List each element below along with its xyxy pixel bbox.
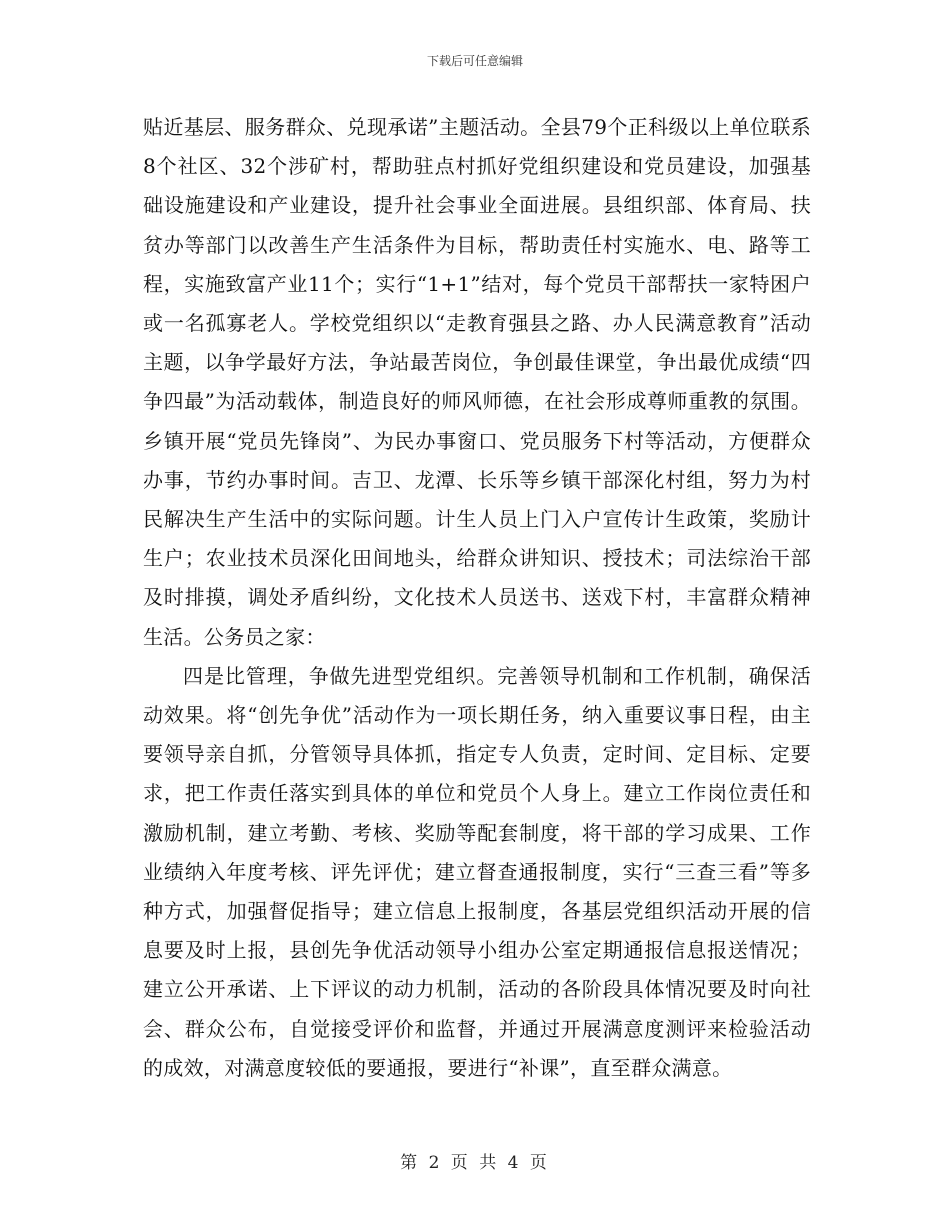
page-header-note: 下载后可任意编辑 xyxy=(426,54,523,68)
body-paragraph: 四是比管理，争做先进型党组织。完善领导机制和工作机制，确保活动效果。将“创先争优”活动作为一项长期任务，纳入重要议事日程，由主要领导亲自抓，分管领导具体抓，指定专人负责，定时间、定目标、定要求，把工作责任落实到具体的单位和党员个人身上。建立工作岗位责任和激励机制，建立考勤、考核、奖励等配套制度，将干部的学习成果、工作业绩纳入年度考核、评先评优；建立督查通报制度，实行“三查三看”等多种方式，加强督促指导；建立信息上报制度，各基层党组织活动开展的信息要及时上报，县创先争优活动领导小组办公室定期通报信息报送情况；建立公开承诺、上下评议的动力机制，活动的各阶段具体情况要及时向社会、群众公布，自觉接受评价和监督，并通过开展满意度测评来检验活动的成效，对满意度较低的要通报，要进行“补课”，直至群众满意。 xyxy=(143,663,811,1080)
document-body xyxy=(143,108,811,1088)
body-paragraph: 贴近基层、服务群众、兑现承诺”主题活动。全县79个正科级以上单位联系8个社区、32个涉矿村，帮助驻点村抓好党组织建设和党员建设，加强基础设施建设和产业建设，提升社会事业全面进展。县组织部、体育局、扶贫办等部门以改善生产生活条件为目标，帮助责任村实施水、电、路等工程，实施致富产业11个；实行“1+1”结对，每个党员干部帮扶一家特困户或一名孤寡老人。学校党组织以“走教育强县之路、办人民满意教育”活动主题，以争学最好方法，争站最苦岗位，争创最佳课堂，争出最优成绩“四争四最”为活动载体，制造良好的师风师德，在社会形成尊师重教的氛围。乡镇开展“党员先锋岗”、为民办事窗口、党员服务下村等活动，方便群众办事，节约办事时间。吉卫、龙潭、长乐等乡镇干部深化村组，努力为村民解决生产生活中的实际问题。计生人员上门入户宣传计生政策，奖励计生户；农业技术员深化田间地头，给群众讲知识、授技术；司法综治干部及时排摸，调处矛盾纠纷，文化技术人员送书、送戏下村，丰富群众精神生活。公务员之家： xyxy=(143,115,811,649)
page-number: 第 2 页 共 4 页 xyxy=(400,1153,550,1173)
